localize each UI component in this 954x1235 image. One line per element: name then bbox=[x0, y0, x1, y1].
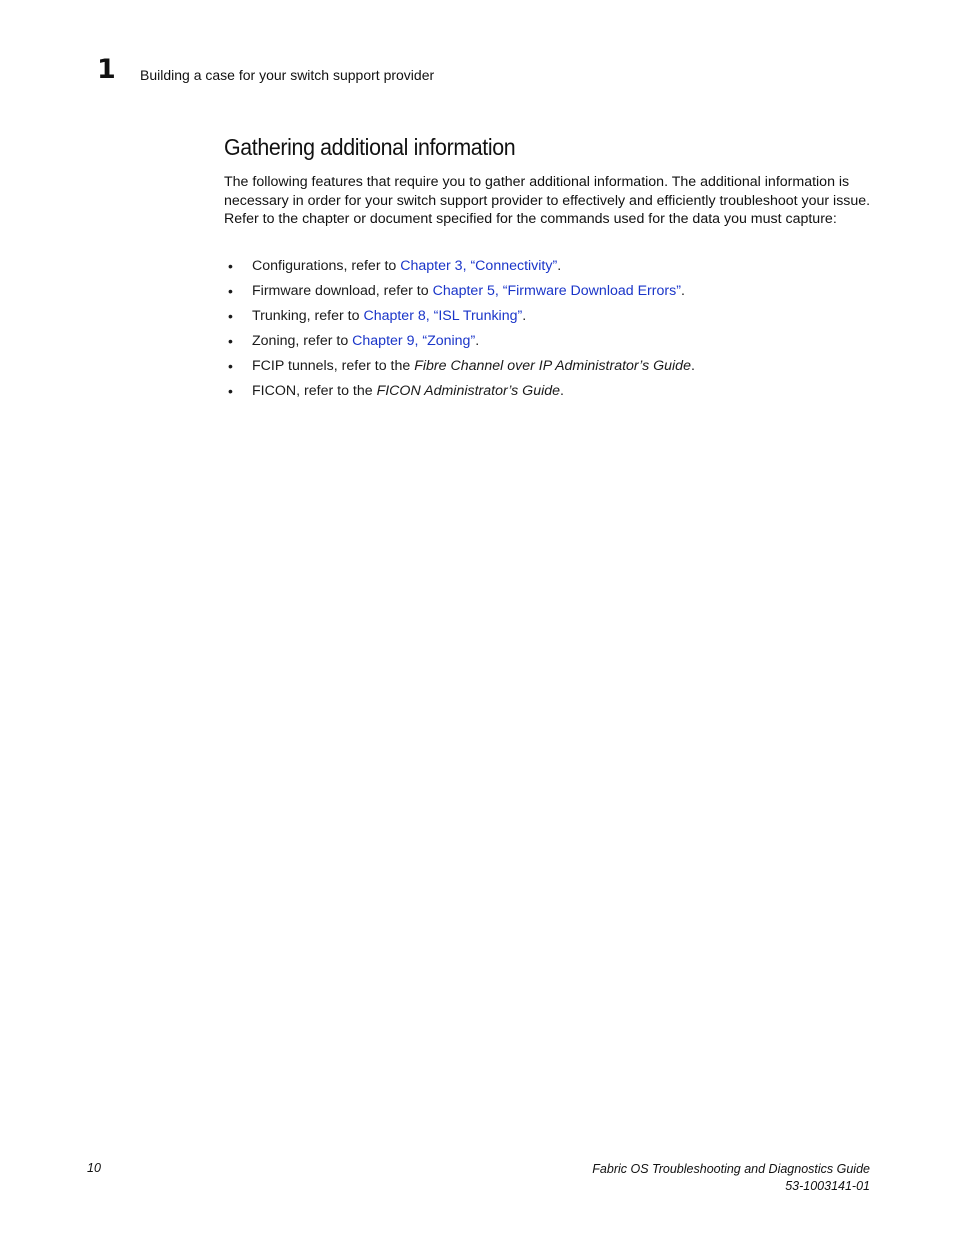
list-item bbox=[224, 381, 695, 406]
bullet-icon: • bbox=[228, 383, 233, 399]
list-item bbox=[224, 306, 695, 331]
list-item bbox=[224, 256, 695, 281]
chapter-number: 1 bbox=[97, 54, 116, 85]
list-item-suffix: . bbox=[690, 358, 695, 374]
list-item bbox=[224, 331, 695, 356]
intro-paragraph: The following features that require you to gather additional information. The additional information is necessary in order for your switch support provider to effectively and efficiently troubleshoot your issue. Refer to the chapter or document specified for the commands used for the data you must capture: bbox=[224, 174, 871, 228]
chapter-8-link[interactable]: Chapter 8, “ISL Trunking” bbox=[363, 308, 523, 324]
list-item-text: Trunking, refer to bbox=[252, 308, 364, 324]
ficon-guide-title: FICON Administrator’s Guide bbox=[376, 383, 561, 399]
chapter-9-link[interactable]: Chapter 9, “Zoning” bbox=[352, 333, 476, 349]
list-item-text: Firmware download, refer to bbox=[252, 283, 433, 299]
bullet-icon: • bbox=[228, 308, 233, 324]
list-item-text: Zoning, refer to bbox=[252, 333, 353, 349]
chapter-5-link[interactable]: Chapter 5, “Firmware Download Errors” bbox=[432, 283, 681, 299]
doc-number: 53-1003141-01 bbox=[785, 1178, 870, 1193]
list-item bbox=[224, 281, 695, 306]
list-item-suffix: . bbox=[560, 383, 564, 399]
chapter-3-link[interactable]: Chapter 3, “Connectivity” bbox=[400, 258, 558, 274]
bullet-icon: • bbox=[228, 333, 233, 349]
fcip-guide-title: Fibre Channel over IP Administrator’s Guide bbox=[414, 358, 691, 374]
bullet-icon: • bbox=[228, 258, 233, 274]
section-title: Gathering additional information bbox=[224, 134, 516, 160]
running-head: Building a case for your switch support provider bbox=[140, 67, 435, 83]
list-item-suffix: . bbox=[557, 258, 562, 274]
doc-title: Fabric OS Troubleshooting and Diagnostics Guide bbox=[592, 1162, 870, 1176]
list-item-text: FCIP tunnels, refer to the bbox=[252, 358, 415, 374]
list-item bbox=[224, 356, 695, 381]
bullet-icon: • bbox=[228, 283, 233, 299]
bullet-icon: • bbox=[228, 358, 233, 374]
footer-doc-info bbox=[592, 1161, 870, 1194]
page-number: 10 bbox=[87, 1161, 101, 1175]
list-item-suffix: . bbox=[475, 333, 480, 349]
list-item-text: Configurations, refer to bbox=[252, 258, 401, 274]
list-item-suffix: . bbox=[522, 308, 527, 324]
list-item-text: FICON, refer to the bbox=[252, 383, 377, 399]
list-item-suffix: . bbox=[680, 283, 685, 299]
reference-list bbox=[224, 256, 695, 406]
